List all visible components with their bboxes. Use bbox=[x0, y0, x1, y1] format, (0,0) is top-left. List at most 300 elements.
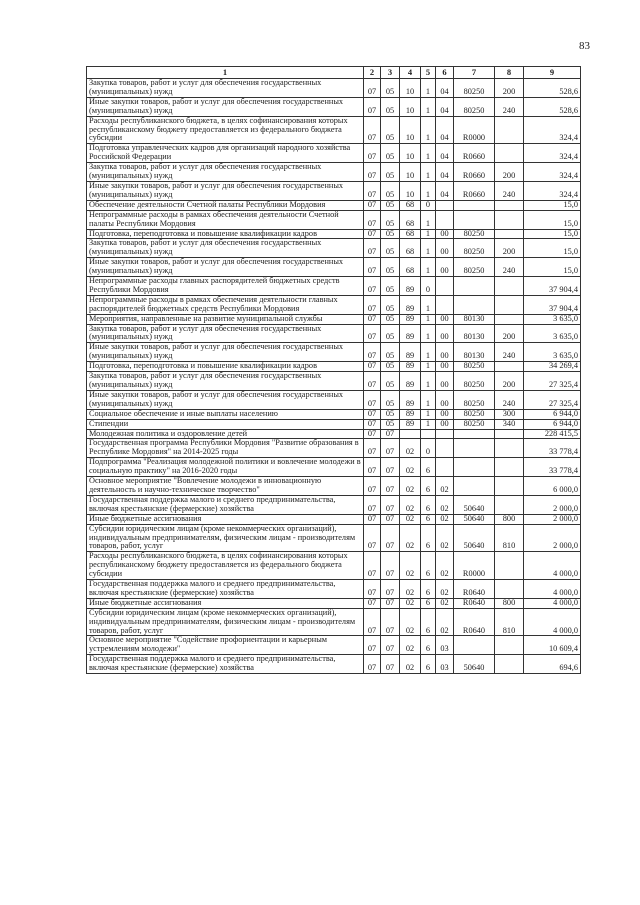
event-cell: 00 bbox=[436, 324, 454, 343]
amount-cell: 694,6 bbox=[524, 655, 581, 674]
event-cell: 02 bbox=[436, 495, 454, 514]
amount-cell: 15,0 bbox=[524, 239, 581, 258]
section-cell: 07 bbox=[364, 552, 381, 580]
expense-type-cell bbox=[495, 458, 524, 477]
item-name-cell: Иные закупки товаров, работ и услуг для обеспечения государственных (муниципальных) нужд bbox=[87, 258, 364, 277]
item-name-cell: Непрограммные расходы в рамках обеспечения деятельности главных распорядителей бюджетных средств Республики Мордовия bbox=[87, 295, 364, 314]
direction-cell: R0000 bbox=[454, 552, 495, 580]
subprogram-cell: 6 bbox=[421, 580, 436, 599]
table-row bbox=[87, 362, 581, 372]
program-cell: 02 bbox=[400, 552, 421, 580]
expense-type-cell: 300 bbox=[495, 409, 524, 419]
direction-cell bbox=[454, 636, 495, 655]
direction-cell: R0660 bbox=[454, 144, 495, 163]
section-cell: 07 bbox=[364, 200, 381, 210]
amount-cell: 15,0 bbox=[524, 200, 581, 210]
program-cell: 02 bbox=[400, 598, 421, 608]
direction-cell bbox=[454, 458, 495, 477]
expense-type-cell bbox=[495, 477, 524, 496]
event-cell: 00 bbox=[436, 372, 454, 391]
direction-cell: 80250 bbox=[454, 79, 495, 98]
amount-cell: 324,4 bbox=[524, 163, 581, 182]
amount-cell: 3 635,0 bbox=[524, 314, 581, 324]
section-cell: 07 bbox=[364, 362, 381, 372]
expense-type-cell: 200 bbox=[495, 324, 524, 343]
item-name-cell: Государственная поддержка малого и среднего предпринимательства, включая крестьянские (фермерские) хозяйства bbox=[87, 655, 364, 674]
subsection-cell: 05 bbox=[381, 210, 400, 229]
item-name-cell: Иные закупки товаров, работ и услуг для обеспечения государственных (муниципальных) нужд bbox=[87, 390, 364, 409]
item-name-cell: Расходы республиканского бюджета, в целях софинансирования которых республиканскому бюджету предоставляется из федерального бюджета субсидии bbox=[87, 552, 364, 580]
expense-type-cell: 340 bbox=[495, 419, 524, 429]
item-name-cell: Основное мероприятие "Содействие профориентации и карьерным устремлениям молодежи" bbox=[87, 636, 364, 655]
program-cell: 02 bbox=[400, 514, 421, 524]
table-row bbox=[87, 477, 581, 496]
program-cell: 68 bbox=[400, 229, 421, 239]
section-cell: 07 bbox=[364, 343, 381, 362]
event-cell: 00 bbox=[436, 409, 454, 419]
subsection-cell: 05 bbox=[381, 144, 400, 163]
amount-cell: 37 904,4 bbox=[524, 295, 581, 314]
table-row bbox=[87, 181, 581, 200]
table-row bbox=[87, 163, 581, 182]
item-name-cell: Государственная поддержка малого и среднего предпринимательства, включая крестьянские (фермерские) хозяйства bbox=[87, 495, 364, 514]
section-cell: 07 bbox=[364, 372, 381, 391]
section-cell: 07 bbox=[364, 636, 381, 655]
item-name-cell: Закупка товаров, работ и услуг для обеспечения государственных (муниципальных) нужд bbox=[87, 324, 364, 343]
table-row bbox=[87, 144, 581, 163]
item-name-cell: Закупка товаров, работ и услуг для обеспечения государственных (муниципальных) нужд bbox=[87, 163, 364, 182]
table-row bbox=[87, 429, 581, 439]
event-cell bbox=[436, 200, 454, 210]
amount-cell: 6 944,0 bbox=[524, 409, 581, 419]
direction-cell: 50640 bbox=[454, 495, 495, 514]
table-row bbox=[87, 258, 581, 277]
item-name-cell: Подготовка управленческих кадров для организаций народного хозяйства Российской Федерации bbox=[87, 144, 364, 163]
table-row bbox=[87, 343, 581, 362]
table-row bbox=[87, 514, 581, 524]
budget-table bbox=[86, 66, 581, 674]
program-cell: 89 bbox=[400, 372, 421, 391]
item-name-cell: Закупка товаров, работ и услуг для обеспечения государственных (муниципальных) нужд bbox=[87, 79, 364, 98]
subprogram-cell: 1 bbox=[421, 116, 436, 144]
expense-type-cell: 200 bbox=[495, 163, 524, 182]
table-row bbox=[87, 524, 581, 552]
item-name-cell: Иные закупки товаров, работ и услуг для обеспечения государственных (муниципальных) нужд bbox=[87, 343, 364, 362]
subsection-cell: 05 bbox=[381, 314, 400, 324]
event-cell: 02 bbox=[436, 608, 454, 636]
direction-cell: 50640 bbox=[454, 514, 495, 524]
subprogram-cell: 0 bbox=[421, 200, 436, 210]
subprogram-cell: 1 bbox=[421, 239, 436, 258]
subprogram-cell: 1 bbox=[421, 79, 436, 98]
table-row bbox=[87, 314, 581, 324]
amount-cell: 2 000,0 bbox=[524, 514, 581, 524]
program-cell: 89 bbox=[400, 419, 421, 429]
section-cell: 07 bbox=[364, 439, 381, 458]
subprogram-cell: 6 bbox=[421, 514, 436, 524]
event-cell: 03 bbox=[436, 655, 454, 674]
section-cell: 07 bbox=[364, 258, 381, 277]
expense-type-cell bbox=[495, 229, 524, 239]
section-cell: 07 bbox=[364, 239, 381, 258]
expense-type-cell bbox=[495, 362, 524, 372]
subsection-cell: 07 bbox=[381, 608, 400, 636]
table-row bbox=[87, 210, 581, 229]
item-name-cell: Закупка товаров, работ и услуг для обеспечения государственных (муниципальных) нужд bbox=[87, 372, 364, 391]
section-cell: 07 bbox=[364, 477, 381, 496]
subprogram-cell: 1 bbox=[421, 258, 436, 277]
amount-cell: 528,6 bbox=[524, 97, 581, 116]
item-name-cell: Подготовка, переподготовка и повышение квалификации кадров bbox=[87, 362, 364, 372]
event-cell bbox=[436, 210, 454, 229]
program-cell: 89 bbox=[400, 390, 421, 409]
column-header: 4 bbox=[400, 67, 421, 79]
table-row bbox=[87, 655, 581, 674]
subprogram-cell: 0 bbox=[421, 277, 436, 296]
amount-cell: 6 000,0 bbox=[524, 477, 581, 496]
expense-type-cell bbox=[495, 655, 524, 674]
program-cell: 02 bbox=[400, 608, 421, 636]
item-name-cell: Основное мероприятие "Вовлечение молодежи в инновационную деятельность и научно-техническое творчество" bbox=[87, 477, 364, 496]
subprogram-cell: 0 bbox=[421, 439, 436, 458]
subprogram-cell: 1 bbox=[421, 324, 436, 343]
table-row bbox=[87, 277, 581, 296]
section-cell: 07 bbox=[364, 580, 381, 599]
item-name-cell: Иные закупки товаров, работ и услуг для обеспечения государственных (муниципальных) нужд bbox=[87, 97, 364, 116]
direction-cell: 80130 bbox=[454, 314, 495, 324]
subprogram-cell: 1 bbox=[421, 295, 436, 314]
program-cell: 89 bbox=[400, 295, 421, 314]
item-name-cell: Мероприятия, направленные на развитие муниципальной службы bbox=[87, 314, 364, 324]
expense-type-cell: 810 bbox=[495, 524, 524, 552]
section-cell: 07 bbox=[364, 295, 381, 314]
section-cell: 07 bbox=[364, 79, 381, 98]
program-cell: 02 bbox=[400, 636, 421, 655]
subsection-cell: 05 bbox=[381, 295, 400, 314]
table-row bbox=[87, 458, 581, 477]
section-cell: 07 bbox=[364, 181, 381, 200]
event-cell: 00 bbox=[436, 362, 454, 372]
amount-cell: 4 000,0 bbox=[524, 552, 581, 580]
direction-cell: R0000 bbox=[454, 116, 495, 144]
program-cell: 68 bbox=[400, 258, 421, 277]
table-row bbox=[87, 239, 581, 258]
program-cell: 02 bbox=[400, 524, 421, 552]
direction-cell: R0660 bbox=[454, 163, 495, 182]
subprogram-cell: 6 bbox=[421, 598, 436, 608]
column-header: 5 bbox=[421, 67, 436, 79]
expense-type-cell: 240 bbox=[495, 258, 524, 277]
event-cell: 00 bbox=[436, 314, 454, 324]
event-cell: 00 bbox=[436, 390, 454, 409]
event-cell: 04 bbox=[436, 97, 454, 116]
program-cell: 10 bbox=[400, 116, 421, 144]
item-name-cell: Иные бюджетные ассигнования bbox=[87, 598, 364, 608]
item-name-cell: Непрограммные расходы главных распорядителей бюджетных средств Республики Мордовия bbox=[87, 277, 364, 296]
program-cell: 02 bbox=[400, 655, 421, 674]
amount-cell: 37 904,4 bbox=[524, 277, 581, 296]
item-name-cell: Обеспечение деятельности Счетной палаты Республики Мордовия bbox=[87, 200, 364, 210]
subsection-cell: 07 bbox=[381, 655, 400, 674]
direction-cell: 80250 bbox=[454, 419, 495, 429]
item-name-cell: Непрограммные расходы в рамках обеспечения деятельности Счетной палаты Республики Мордовия bbox=[87, 210, 364, 229]
column-header: 1 bbox=[87, 67, 364, 79]
expense-type-cell bbox=[495, 295, 524, 314]
table-row bbox=[87, 419, 581, 429]
subsection-cell: 05 bbox=[381, 390, 400, 409]
direction-cell bbox=[454, 200, 495, 210]
direction-cell bbox=[454, 210, 495, 229]
direction-cell: R0640 bbox=[454, 608, 495, 636]
program-cell: 89 bbox=[400, 409, 421, 419]
subprogram-cell: 1 bbox=[421, 362, 436, 372]
table-row bbox=[87, 229, 581, 239]
expense-type-cell: 200 bbox=[495, 372, 524, 391]
subsection-cell: 05 bbox=[381, 239, 400, 258]
event-cell: 04 bbox=[436, 144, 454, 163]
subprogram-cell: 6 bbox=[421, 477, 436, 496]
subsection-cell: 05 bbox=[381, 409, 400, 419]
table-row bbox=[87, 598, 581, 608]
expense-type-cell: 200 bbox=[495, 79, 524, 98]
subprogram-cell: 1 bbox=[421, 409, 436, 419]
subprogram-cell: 1 bbox=[421, 419, 436, 429]
subprogram-cell: 6 bbox=[421, 636, 436, 655]
program-cell: 89 bbox=[400, 343, 421, 362]
section-cell: 07 bbox=[364, 144, 381, 163]
amount-cell: 324,4 bbox=[524, 116, 581, 144]
event-cell: 02 bbox=[436, 598, 454, 608]
subsection-cell: 05 bbox=[381, 200, 400, 210]
expense-type-cell bbox=[495, 144, 524, 163]
subprogram-cell: 1 bbox=[421, 314, 436, 324]
expense-type-cell bbox=[495, 210, 524, 229]
event-cell bbox=[436, 458, 454, 477]
section-cell: 07 bbox=[364, 390, 381, 409]
subsection-cell: 07 bbox=[381, 524, 400, 552]
table-row bbox=[87, 97, 581, 116]
event-cell bbox=[436, 429, 454, 439]
subprogram-cell: 1 bbox=[421, 210, 436, 229]
program-cell: 10 bbox=[400, 181, 421, 200]
program-cell: 89 bbox=[400, 314, 421, 324]
table-row bbox=[87, 580, 581, 599]
column-header: 6 bbox=[436, 67, 454, 79]
event-cell bbox=[436, 295, 454, 314]
column-header: 8 bbox=[495, 67, 524, 79]
subsection-cell: 05 bbox=[381, 277, 400, 296]
section-cell: 07 bbox=[364, 314, 381, 324]
subprogram-cell: 6 bbox=[421, 495, 436, 514]
event-cell: 00 bbox=[436, 419, 454, 429]
table-row bbox=[87, 79, 581, 98]
direction-cell: 50640 bbox=[454, 655, 495, 674]
subprogram-cell: 1 bbox=[421, 343, 436, 362]
amount-cell: 27 325,4 bbox=[524, 372, 581, 391]
item-name-cell: Подготовка, переподготовка и повышение квалификации кадров bbox=[87, 229, 364, 239]
table-header-row bbox=[87, 67, 581, 79]
subsection-cell: 07 bbox=[381, 439, 400, 458]
subsection-cell: 05 bbox=[381, 258, 400, 277]
subprogram-cell: 1 bbox=[421, 372, 436, 391]
amount-cell: 324,4 bbox=[524, 144, 581, 163]
column-header: 2 bbox=[364, 67, 381, 79]
program-cell: 10 bbox=[400, 97, 421, 116]
event-cell: 04 bbox=[436, 79, 454, 98]
subprogram-cell: 6 bbox=[421, 552, 436, 580]
item-name-cell: Иные закупки товаров, работ и услуг для обеспечения государственных (муниципальных) нужд bbox=[87, 181, 364, 200]
direction-cell: R0660 bbox=[454, 181, 495, 200]
subsection-cell: 05 bbox=[381, 372, 400, 391]
program-cell: 10 bbox=[400, 144, 421, 163]
item-name-cell: Иные бюджетные ассигнования bbox=[87, 514, 364, 524]
table-row bbox=[87, 409, 581, 419]
program-cell: 02 bbox=[400, 458, 421, 477]
event-cell: 00 bbox=[436, 239, 454, 258]
subsection-cell: 07 bbox=[381, 495, 400, 514]
item-name-cell: Закупка товаров, работ и услуг для обеспечения государственных (муниципальных) нужд bbox=[87, 239, 364, 258]
subsection-cell: 07 bbox=[381, 458, 400, 477]
amount-cell: 34 269,4 bbox=[524, 362, 581, 372]
expense-type-cell bbox=[495, 495, 524, 514]
event-cell: 02 bbox=[436, 514, 454, 524]
section-cell: 07 bbox=[364, 429, 381, 439]
program-cell: 02 bbox=[400, 439, 421, 458]
table-row bbox=[87, 636, 581, 655]
expense-type-cell: 240 bbox=[495, 181, 524, 200]
subprogram-cell: 1 bbox=[421, 144, 436, 163]
table-row bbox=[87, 552, 581, 580]
event-cell bbox=[436, 277, 454, 296]
item-name-cell: Стипендии bbox=[87, 419, 364, 429]
page-number: 83 bbox=[579, 40, 590, 52]
event-cell bbox=[436, 439, 454, 458]
program-cell: 68 bbox=[400, 239, 421, 258]
event-cell: 00 bbox=[436, 343, 454, 362]
program-cell: 89 bbox=[400, 324, 421, 343]
event-cell: 04 bbox=[436, 181, 454, 200]
direction-cell: 80250 bbox=[454, 372, 495, 391]
amount-cell: 2 000,0 bbox=[524, 495, 581, 514]
program-cell: 89 bbox=[400, 277, 421, 296]
expense-type-cell bbox=[495, 116, 524, 144]
program-cell: 02 bbox=[400, 580, 421, 599]
event-cell: 04 bbox=[436, 116, 454, 144]
expense-type-cell: 240 bbox=[495, 390, 524, 409]
subprogram-cell: 1 bbox=[421, 390, 436, 409]
amount-cell: 2 000,0 bbox=[524, 524, 581, 552]
direction-cell: R0640 bbox=[454, 580, 495, 599]
subprogram-cell: 6 bbox=[421, 655, 436, 674]
section-cell: 07 bbox=[364, 163, 381, 182]
subsection-cell: 07 bbox=[381, 636, 400, 655]
section-cell: 07 bbox=[364, 277, 381, 296]
subprogram-cell: 1 bbox=[421, 229, 436, 239]
amount-cell: 33 778,4 bbox=[524, 458, 581, 477]
subsection-cell: 07 bbox=[381, 552, 400, 580]
subsection-cell: 05 bbox=[381, 116, 400, 144]
amount-cell: 4 000,0 bbox=[524, 580, 581, 599]
subsection-cell: 05 bbox=[381, 163, 400, 182]
section-cell: 07 bbox=[364, 97, 381, 116]
expense-type-cell: 800 bbox=[495, 514, 524, 524]
direction-cell: 80250 bbox=[454, 97, 495, 116]
direction-cell: 50640 bbox=[454, 524, 495, 552]
subsection-cell: 07 bbox=[381, 429, 400, 439]
program-cell: 10 bbox=[400, 79, 421, 98]
direction-cell bbox=[454, 429, 495, 439]
subprogram-cell: 6 bbox=[421, 608, 436, 636]
amount-cell: 6 944,0 bbox=[524, 419, 581, 429]
item-name-cell: Расходы республиканского бюджета, в целях софинансирования которых республиканскому бюджету предоставляется из федерального бюджета субсидии bbox=[87, 116, 364, 144]
section-cell: 07 bbox=[364, 409, 381, 419]
program-cell: 02 bbox=[400, 495, 421, 514]
program-cell: 89 bbox=[400, 362, 421, 372]
section-cell: 07 bbox=[364, 608, 381, 636]
subprogram-cell: 1 bbox=[421, 163, 436, 182]
table-row bbox=[87, 495, 581, 514]
direction-cell: 80250 bbox=[454, 390, 495, 409]
section-cell: 07 bbox=[364, 229, 381, 239]
item-name-cell: Субсидии юридическим лицам (кроме некоммерческих организаций), индивидуальным предпринимателям, физическим лицам - производителям товаров, работ, услуг bbox=[87, 608, 364, 636]
table-row bbox=[87, 200, 581, 210]
amount-cell: 4 000,0 bbox=[524, 598, 581, 608]
subsection-cell: 07 bbox=[381, 477, 400, 496]
expense-type-cell: 240 bbox=[495, 343, 524, 362]
table-row bbox=[87, 439, 581, 458]
direction-cell bbox=[454, 295, 495, 314]
direction-cell: 80130 bbox=[454, 324, 495, 343]
column-header: 7 bbox=[454, 67, 495, 79]
program-cell bbox=[400, 429, 421, 439]
section-cell: 07 bbox=[364, 524, 381, 552]
subsection-cell: 07 bbox=[381, 580, 400, 599]
expense-type-cell bbox=[495, 314, 524, 324]
subsection-cell: 07 bbox=[381, 514, 400, 524]
direction-cell: 80250 bbox=[454, 239, 495, 258]
amount-cell: 4 000,0 bbox=[524, 608, 581, 636]
section-cell: 07 bbox=[364, 324, 381, 343]
direction-cell: 80250 bbox=[454, 409, 495, 419]
expense-type-cell bbox=[495, 429, 524, 439]
amount-cell: 15,0 bbox=[524, 258, 581, 277]
amount-cell: 15,0 bbox=[524, 210, 581, 229]
item-name-cell: Социальное обеспечение и иные выплаты населению bbox=[87, 409, 364, 419]
expense-type-cell bbox=[495, 277, 524, 296]
expense-type-cell: 810 bbox=[495, 608, 524, 636]
event-cell: 00 bbox=[436, 229, 454, 239]
subsection-cell: 05 bbox=[381, 97, 400, 116]
amount-cell: 228 415,5 bbox=[524, 429, 581, 439]
subsection-cell: 05 bbox=[381, 79, 400, 98]
direction-cell: R0640 bbox=[454, 598, 495, 608]
section-cell: 07 bbox=[364, 116, 381, 144]
direction-cell: 80130 bbox=[454, 343, 495, 362]
direction-cell: 80250 bbox=[454, 229, 495, 239]
amount-cell: 3 635,0 bbox=[524, 324, 581, 343]
expense-type-cell: 240 bbox=[495, 97, 524, 116]
table-row bbox=[87, 372, 581, 391]
table-body bbox=[87, 79, 581, 674]
direction-cell bbox=[454, 439, 495, 458]
section-cell: 07 bbox=[364, 514, 381, 524]
section-cell: 07 bbox=[364, 458, 381, 477]
amount-cell: 324,4 bbox=[524, 181, 581, 200]
table-row bbox=[87, 116, 581, 144]
section-cell: 07 bbox=[364, 495, 381, 514]
subprogram-cell: 6 bbox=[421, 524, 436, 552]
expense-type-cell bbox=[495, 200, 524, 210]
